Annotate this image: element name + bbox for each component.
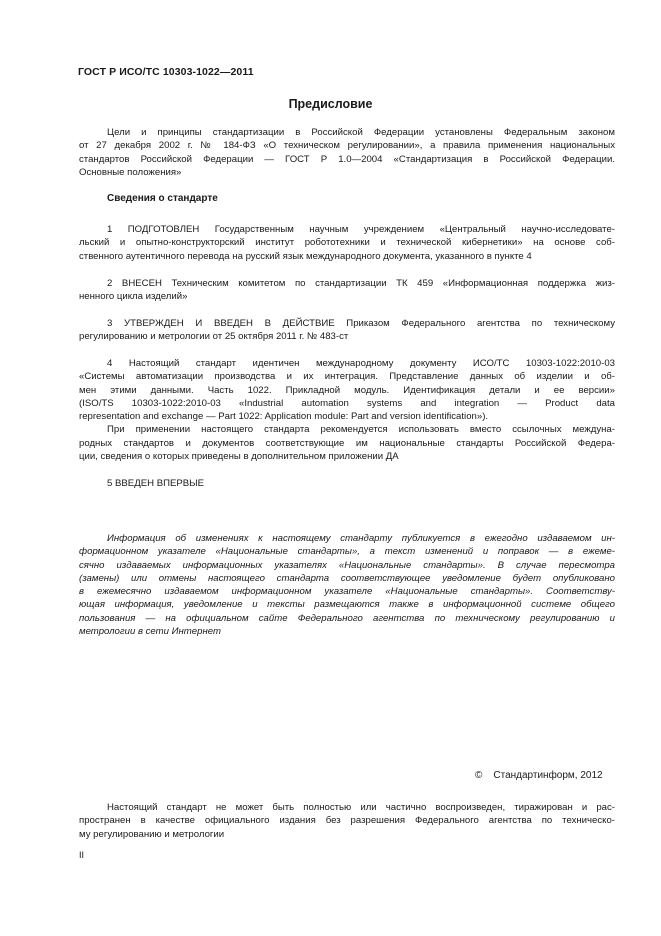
info-paragraph	[79, 532, 615, 638]
item-2-paragraph	[79, 277, 615, 304]
intro-line: стандартов Российской Федерации — ГОСТ Р 1.0—2004 «Стандартизация в Российской Федерации.	[79, 153, 615, 165]
item-2-line: 2 ВНЕСЕН Техническим комитетом по стандартизации ТК 459 «Информационная поддержка жиз-	[107, 278, 615, 289]
footer-notice-line: Настоящий стандарт не может быть полностью или частично воспроизведен, тиражирован и рас-	[107, 802, 615, 813]
copyright-text: Стандартинформ, 2012	[493, 770, 603, 781]
item-4-line: мен этими данными. Часть 1022. Прикладной модуль. Идентификация детали и ее версии»	[79, 384, 615, 396]
item-4-note-line: При применении настоящего стандарта рекомендуется использовать вместо ссылочных междуна-	[107, 424, 615, 436]
footer-notice-line: му регулированию и метрологии	[79, 828, 225, 840]
item-4-paragraph	[79, 357, 615, 463]
info-line: Информация об изменениях к настоящему стандарту публикуется в ежегодно издаваемом ин-	[107, 533, 615, 544]
intro-line: от 27 декабря 2002 г. № 184-ФЗ «О техническом регулировании», а правила применения национальных	[79, 140, 615, 152]
item-5-paragraph	[79, 477, 615, 490]
section-title: Сведения о стандарте	[107, 193, 218, 204]
footer-notice-line: пространен в качестве официального издания без разрешения Федерального агентства по техническо-	[79, 815, 615, 827]
item-3-line: регулированию и метрологии от 25 октября 2011 г. № 483-ст	[79, 331, 349, 343]
item-4-line: representation and exchange — Part 1022: Application module: Part and version identification»).	[79, 411, 489, 423]
info-line: сячно издаваемых информационных указателях «Национальные стандарты». В случае пересмотра	[79, 559, 615, 571]
page-number: II	[79, 850, 85, 860]
item-4-note-line: родных стандартов и документов соответствующие им национальные стандарты Российской Федера-	[79, 437, 615, 449]
intro-line: Основные положения»	[79, 166, 182, 178]
item-4-note-line: ции, сведения о которых приведены в дополнительном приложении ДА	[79, 451, 399, 463]
item-1-line: льский и опытно-конструкторский институт робототехники и технической кибернетики» на основе соб-	[79, 237, 615, 249]
item-3-paragraph	[79, 317, 615, 344]
item-1-paragraph	[79, 223, 615, 263]
item-4-line: (ISO/TS 10303-1022:2010-03 «Industrial automation systems and integration — Product data	[79, 397, 615, 409]
copyright-symbol: ©	[475, 770, 483, 781]
copyright-notice	[475, 770, 603, 781]
info-line: в ежемесячно издаваемом информационном указателе «Национальные стандарты». Соответству-	[79, 586, 615, 598]
item-1-line: ственного аутентичного перевода на русский язык международного документа, указанного в пункте 4	[79, 250, 532, 262]
info-line: формационном указателе «Национальные стандарты», а текст изменений и поправок — в ежеме-	[79, 546, 615, 558]
page-title: Предисловие	[288, 97, 373, 111]
info-line: метрологии в сети Интернет	[79, 626, 221, 638]
intro-paragraph	[79, 126, 615, 179]
item-3-line: 3 УТВЕРЖДЕН И ВВЕДЕН В ДЕЙСТВИЕ Приказом Федерального агентства по техническому	[107, 318, 615, 329]
item-4-line: «Системы автоматизации производства и их интеграция. Представление данных об изделии и об-	[79, 371, 615, 383]
info-line: пользования — на официальном сайте Федерального агентства по техническому регулированию и	[79, 612, 615, 624]
info-line: (замены) или отмены настоящего стандарта соответствующее уведомление будет опубликовано	[79, 572, 615, 584]
item-5-line: 5 ВВЕДЕН ВПЕРВЫЕ	[107, 478, 205, 489]
item-1-line: 1 ПОДГОТОВЛЕН Государственным научным учреждением «Центральный научно-исследовате-	[107, 224, 615, 235]
info-line: ющая информация, уведомление и тексты размещаются также в информационной системе общего	[79, 599, 615, 611]
intro-line: Цели и принципы стандартизации в Российской Федерации установлены Федеральным законом	[107, 127, 615, 138]
item-2-line: ненного цикла изделий»	[79, 291, 188, 303]
footer-notice-paragraph	[79, 801, 615, 841]
item-4-line: 4 Настоящий стандарт идентичен международному документу ИСО/ТС 10303-1022:2010-03	[107, 358, 615, 369]
document-code: ГОСТ Р ИСО/ТС 10303-1022—2011	[78, 66, 254, 78]
